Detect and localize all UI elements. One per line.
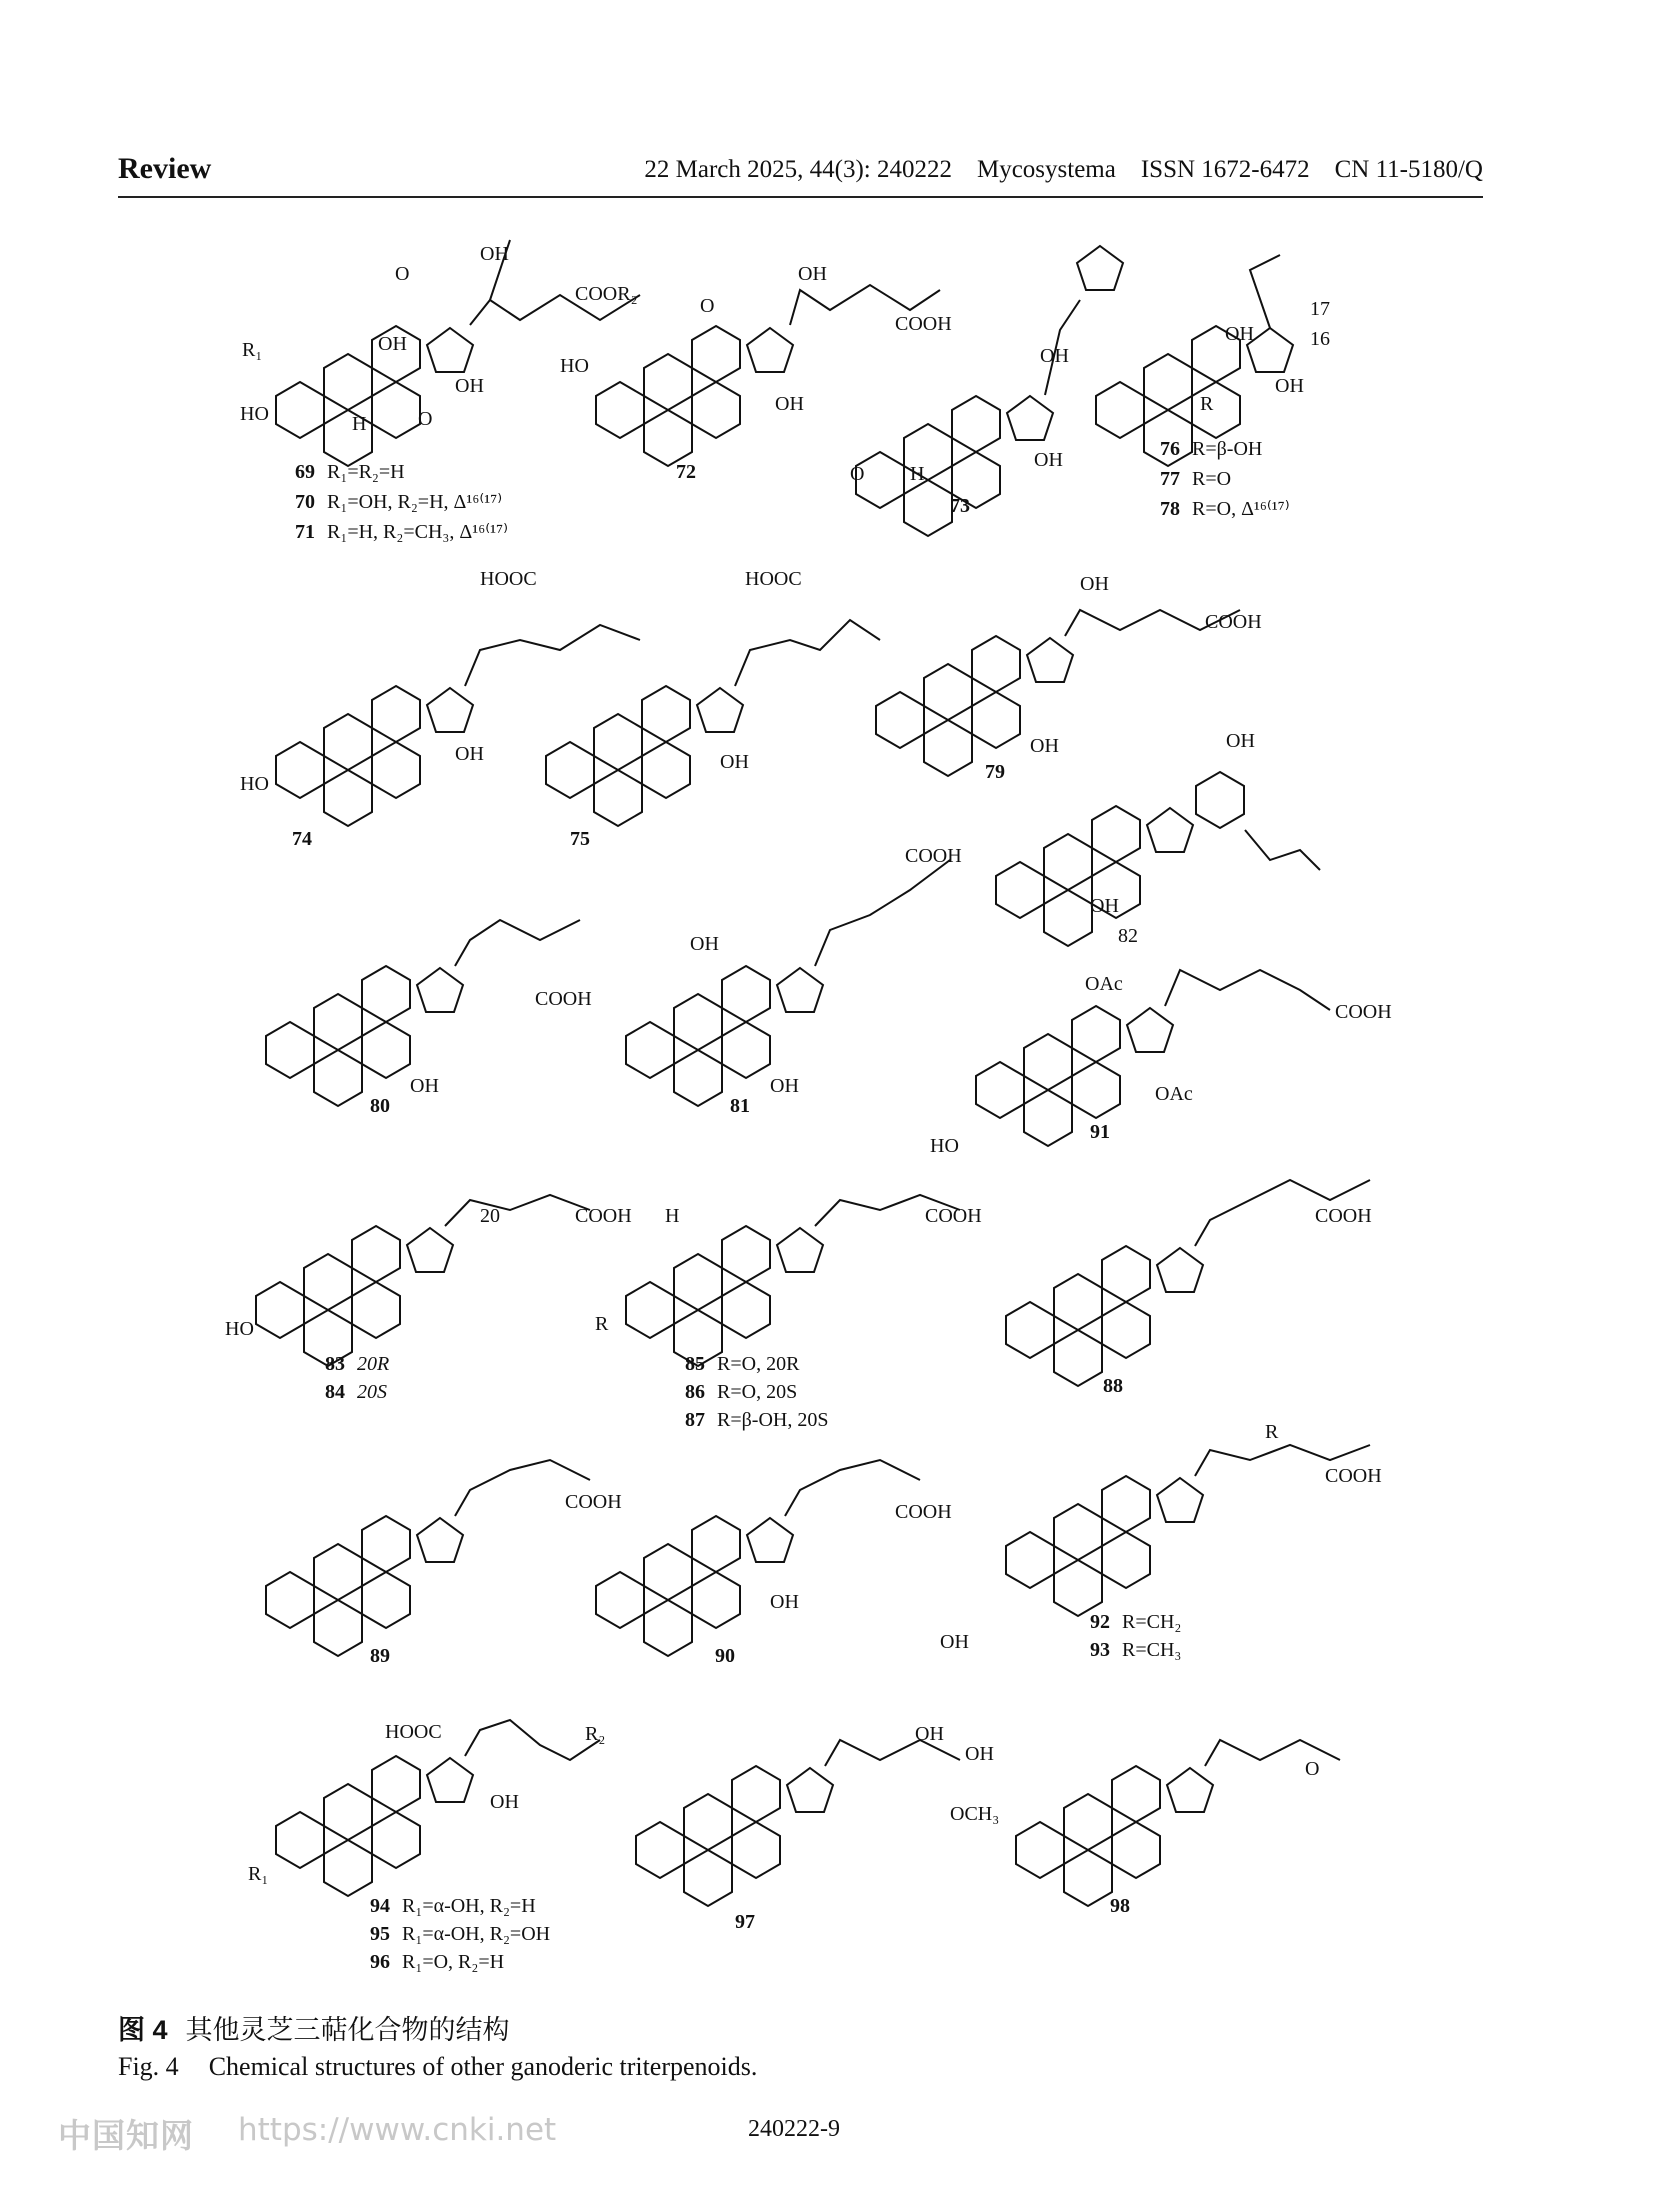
label-92-r: R=CH₂ xyxy=(1122,1611,1182,1633)
structure-92-93 xyxy=(1006,1445,1370,1616)
atom-hooc: HOOC xyxy=(745,568,802,590)
label-79: 79 xyxy=(985,761,1005,783)
atom-o: O xyxy=(1305,1758,1320,1780)
label-75: 75 xyxy=(570,828,590,850)
structure-91 xyxy=(976,970,1330,1146)
structure-72 xyxy=(596,285,940,466)
atom-oh: OH xyxy=(940,1631,969,1653)
label-84-r: 20S xyxy=(357,1381,387,1403)
caption-en-text: Chemical structures of other ganoderic triterpenoids. xyxy=(208,2052,758,2081)
atom-o: O xyxy=(700,295,715,317)
atom-hooc: HOOC xyxy=(385,1721,442,1743)
atom-h: H xyxy=(352,413,367,435)
caption-english xyxy=(118,2052,757,2082)
label-78-r: R=O, Δ¹⁶⁽¹⁷⁾ xyxy=(1192,498,1290,520)
label-91: 91 xyxy=(1090,1121,1110,1143)
structure-75 xyxy=(546,620,880,826)
structure-82 xyxy=(996,772,1320,946)
label-95-r: R₁=α-OH, R₂=OH xyxy=(402,1923,551,1945)
atom-ho: HO xyxy=(930,1135,959,1157)
atom-n17: 17 xyxy=(1310,298,1330,320)
label-89: 89 xyxy=(370,1645,390,1667)
atom-oh: OH xyxy=(915,1723,944,1745)
label-82: 82 xyxy=(1118,925,1138,947)
cnki-watermark-url: https://www.cnki.net xyxy=(238,2112,557,2148)
atom-ho: HO xyxy=(240,403,269,425)
caption-cn-label: 图 4 xyxy=(118,2015,168,2045)
label-95: 95 xyxy=(370,1923,390,1945)
structure-69-71 xyxy=(276,240,640,466)
label-94: 94 xyxy=(370,1895,390,1917)
structure-98 xyxy=(1016,1740,1340,1906)
atom-oh: OH xyxy=(1030,735,1059,757)
label-88: 88 xyxy=(1103,1375,1123,1397)
structure-94-96 xyxy=(276,1720,600,1896)
atom-r2: R₂ xyxy=(585,1723,606,1745)
atom-ho: HO xyxy=(225,1318,254,1340)
atom-cooh: COOH xyxy=(895,313,952,335)
atom-oh: OH xyxy=(770,1591,799,1613)
atom-o: O xyxy=(395,263,410,285)
structure-89 xyxy=(266,1460,590,1656)
atom-oh: OH xyxy=(690,933,719,955)
label-81: 81 xyxy=(730,1095,750,1117)
atom-cooh: COOH xyxy=(1325,1465,1382,1487)
section-label: Review xyxy=(118,152,212,185)
label-90: 90 xyxy=(715,1645,735,1667)
atom-cooh: COOH xyxy=(1315,1205,1372,1227)
atom-oh: OH xyxy=(1275,375,1304,397)
caption-cn-text: 其他灵芝三萜化合物的结构 xyxy=(185,2015,510,2045)
label-85: 85 xyxy=(685,1353,705,1375)
atom-oh: OH xyxy=(1034,449,1063,471)
atom-oh: OH xyxy=(720,751,749,773)
atom-h: H xyxy=(910,463,925,485)
structure-74 xyxy=(276,625,640,826)
atom-o: O xyxy=(418,408,433,430)
atom-cooh: COOH xyxy=(925,1205,982,1227)
label-93-r: R=CH₃ xyxy=(1122,1639,1182,1661)
atom-n16: 16 xyxy=(1310,328,1330,350)
atom-r1: R₁ xyxy=(248,1863,269,1885)
label-73: 73 xyxy=(950,495,970,517)
atom-cooh: COOH xyxy=(1335,1001,1392,1023)
label-77: 77 xyxy=(1160,468,1180,490)
atom-oh: OH xyxy=(1080,573,1109,595)
atom-oh: OH xyxy=(1225,323,1254,345)
structure-90 xyxy=(596,1460,920,1656)
atom-ho: HO xyxy=(240,773,269,795)
label-84: 84 xyxy=(325,1381,345,1403)
atom-cooh: COOH xyxy=(575,1205,632,1227)
label-98: 98 xyxy=(1110,1895,1130,1917)
atom-oh: OH xyxy=(378,333,407,355)
label-85-r: R=O, 20R xyxy=(717,1353,800,1375)
label-97: 97 xyxy=(735,1911,755,1933)
atom-oh: OH xyxy=(1040,345,1069,367)
atom-coor2: COOR₂ xyxy=(575,283,638,305)
page-number: 240222-9 xyxy=(748,2116,840,2142)
label-92: 92 xyxy=(1090,1611,1110,1633)
label-83-r: 20R xyxy=(357,1353,390,1375)
label-94-r: R₁=α-OH, R₂=H xyxy=(402,1895,536,1917)
atom-oh: OH xyxy=(490,1791,519,1813)
label-78: 78 xyxy=(1160,498,1180,520)
atom-cooh: COOH xyxy=(535,988,592,1010)
atom-oh: OH xyxy=(410,1075,439,1097)
journal-info: 22 March 2025, 44(3): 240222 Mycosystema ISSN 1672-6472 CN 11-5180/Q xyxy=(644,156,1483,183)
atom-oh: OH xyxy=(798,263,827,285)
label-87-r: R=β-OH, 20S xyxy=(717,1409,829,1431)
label-76: 76 xyxy=(1160,438,1180,460)
atom-hooc: HOOC xyxy=(480,568,537,590)
label-86-r: R=O, 20S xyxy=(717,1381,798,1403)
atom-oh: OH xyxy=(1090,895,1119,917)
label-83: 83 xyxy=(325,1353,345,1375)
atom-cooh: COOH xyxy=(565,1491,622,1513)
structure-83-84 xyxy=(256,1195,590,1366)
atom-oac: OAc xyxy=(1085,973,1123,995)
label-76-r: R=β-OH xyxy=(1192,438,1263,460)
label-69-r: R₁=R₂=H xyxy=(327,461,405,483)
label-74: 74 xyxy=(292,828,312,850)
caption-en-label: Fig. 4 xyxy=(118,2052,179,2081)
label-87: 87 xyxy=(685,1409,705,1431)
atom-och3: OCH₃ xyxy=(950,1803,1000,1825)
label-70: 70 xyxy=(295,491,315,513)
atom-oh: OH xyxy=(480,243,509,265)
label-96: 96 xyxy=(370,1951,390,1973)
atom-cooh: COOH xyxy=(895,1501,952,1523)
label-71: 71 xyxy=(295,521,315,543)
structure-97 xyxy=(636,1740,960,1906)
label-93: 93 xyxy=(1090,1639,1110,1661)
cnki-watermark-logo: 中国知网 xyxy=(58,2116,194,2155)
label-70-r: R₁=OH, R₂=H, Δ¹⁶⁽¹⁷⁾ xyxy=(327,491,503,513)
structure-73 xyxy=(856,246,1123,536)
atom-h: H xyxy=(665,1205,680,1227)
atom-ho: HO xyxy=(560,355,589,377)
caption-chinese xyxy=(118,2008,510,2047)
atom-cooh: COOH xyxy=(905,845,962,867)
structure-81 xyxy=(626,860,950,1106)
atom-r1: R₁ xyxy=(242,339,263,361)
atom-r: R xyxy=(1265,1421,1279,1443)
atom-cooh: COOH xyxy=(1205,611,1262,633)
atom-oh: OH xyxy=(455,743,484,765)
atom-r: R xyxy=(595,1313,609,1335)
atom-oh: OH xyxy=(455,375,484,397)
atom-oh: OH xyxy=(1226,730,1255,752)
atom-oh: OH xyxy=(770,1075,799,1097)
label-71-r: R₁=H, R₂=CH₃, Δ¹⁶⁽¹⁷⁾ xyxy=(327,521,509,543)
atom-n20: 20 xyxy=(480,1205,500,1227)
label-77-r: R=O xyxy=(1192,468,1232,490)
label-86: 86 xyxy=(685,1381,705,1403)
atom-oac: OAc xyxy=(1155,1083,1193,1105)
label-69: 69 xyxy=(295,461,315,483)
atom-o: O xyxy=(850,463,865,485)
atom-r: R xyxy=(1200,393,1214,415)
atom-oh: OH xyxy=(775,393,804,415)
label-80: 80 xyxy=(370,1095,390,1117)
label-96-r: R₁=O, R₂=H xyxy=(402,1951,505,1973)
structure-76-78 xyxy=(1096,255,1293,466)
label-72: 72 xyxy=(676,461,696,483)
atom-oh: OH xyxy=(965,1743,994,1765)
